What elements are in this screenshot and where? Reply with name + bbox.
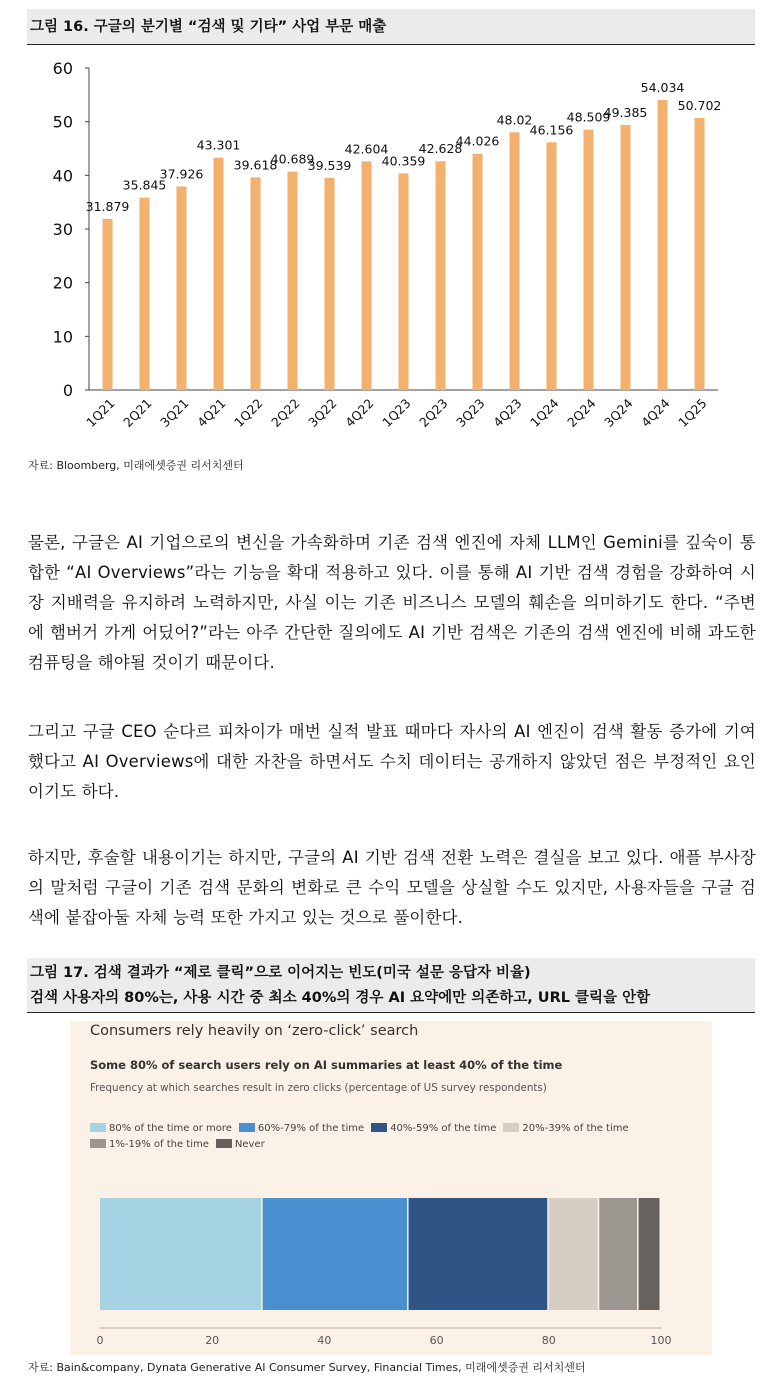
panel-subtitle: Some 80% of search users rely on AI summaries at least 40% of the time bbox=[90, 1058, 563, 1072]
paragraph-2: 그리고 구글 CEO 순다르 피차이가 매번 실적 발표 때마다 자사의 AI 엔진이 검색 활동 증가에 기여했다고 AI Overviews에 대한 자찬을 하면서도 수치 데이터는 공개하지 않았던 점은 부정적인 요인이기도 하다. bbox=[28, 722, 756, 801]
legend-swatch bbox=[216, 1139, 232, 1148]
x-tick-label: 4Q21 bbox=[194, 395, 229, 430]
bar-value-label: 39.539 bbox=[307, 157, 352, 173]
bar-value-label: 42.604 bbox=[344, 141, 389, 157]
figure-16-source: 자료: Bloomberg, 미래에셋증권 리서치센터 bbox=[28, 459, 244, 472]
bar-value-label: 48.02 bbox=[496, 112, 533, 128]
y-tick-label: 30 bbox=[52, 220, 73, 239]
legend-swatch bbox=[90, 1123, 106, 1132]
bar bbox=[621, 125, 631, 390]
bar-value-label: 40.689 bbox=[270, 151, 315, 167]
panel-description: Frequency at which searches result in zero clicks (percentage of US survey respondents) bbox=[90, 1082, 547, 1094]
legend-label: 40%-59% of the time bbox=[390, 1123, 497, 1134]
stacked-bar-segment bbox=[599, 1198, 637, 1310]
bar bbox=[177, 186, 187, 390]
bar-value-label: 40.359 bbox=[381, 153, 426, 169]
bar bbox=[288, 172, 298, 390]
legend-swatch bbox=[503, 1123, 519, 1132]
x-tick-label: 4Q23 bbox=[490, 395, 525, 430]
bar bbox=[658, 100, 668, 390]
bar-value-label: 43.301 bbox=[196, 137, 241, 153]
x-tick-label: 3Q23 bbox=[453, 395, 488, 430]
figure-17-title-line-1: 그림 17. 검색 결과가 “제로 클릭”으로 이어지는 빈도(미국 설문 응답자 비율) bbox=[30, 965, 531, 981]
y-tick-label: 20 bbox=[52, 273, 73, 293]
legend-item bbox=[216, 1137, 265, 1153]
x-tick-label: 4Q24 bbox=[638, 395, 673, 430]
legend-swatch bbox=[239, 1123, 255, 1132]
legend-label: 60%-79% of the time bbox=[257, 1123, 365, 1134]
bar bbox=[473, 154, 483, 390]
x-tick-label: 1Q21 bbox=[83, 395, 118, 430]
bar-value-label: 48.509 bbox=[566, 109, 611, 125]
legend-item bbox=[90, 1121, 232, 1137]
figure-17-source: 자료: Bain&company, Dynata Generative AI Consumer Survey, Financial Times, 미래에셋증권 리서치센터 bbox=[28, 1361, 586, 1374]
legend-label: 80% of the time or more bbox=[109, 1123, 232, 1134]
stacked-bar-segment bbox=[549, 1198, 598, 1310]
x-tick-label: 2Q22 bbox=[268, 395, 303, 430]
legend-item bbox=[239, 1121, 364, 1137]
legend-swatch bbox=[90, 1139, 106, 1148]
bar-value-label: 44.026 bbox=[455, 133, 500, 149]
bar bbox=[103, 219, 113, 390]
y-tick-label: 60 bbox=[52, 59, 73, 78]
bar bbox=[214, 158, 224, 390]
bar-value-label: 54.034 bbox=[640, 80, 685, 96]
bar bbox=[325, 178, 335, 390]
legend-label: Never bbox=[234, 1139, 265, 1150]
legend-swatch bbox=[371, 1123, 387, 1132]
legend-item bbox=[503, 1121, 628, 1137]
bar bbox=[695, 118, 705, 390]
bar bbox=[436, 161, 446, 390]
bar-value-label: 46.156 bbox=[529, 122, 574, 138]
x-tick-label: 2Q21 bbox=[120, 395, 155, 430]
figure-17-title bbox=[27, 958, 755, 1013]
bar bbox=[584, 130, 594, 390]
legend-item bbox=[371, 1121, 496, 1137]
y-tick-label: 10 bbox=[52, 327, 73, 347]
stacked-bar-legend bbox=[90, 1121, 690, 1153]
bar bbox=[251, 177, 261, 390]
stacked-bar-segment bbox=[409, 1198, 548, 1310]
bar-value-label: 49.385 bbox=[603, 104, 648, 120]
bar bbox=[547, 142, 557, 390]
y-tick-label: 40 bbox=[52, 166, 73, 186]
paragraph-1: 물론, 구글은 AI 기업으로의 변신을 가속화하며 기존 검색 엔진에 자체 LLM인 Gemini를 깊숙이 통합한 “AI Overviews”라는 기능을 확대 적용하고 있다. 이를 통해 AI 기반 검색 경험을 강화하여 시장 지배력을 유지하려 노력하지만, 사실 이는 기존 비즈니스 모델의 훼손을 의미하기도 한다. “주변에 햄버거 가게 어딨어?”라는 아주 간단한 질의에도 AI 기반 검색은 기존의 검색 엔진에 비해 과도한 컴퓨팅을 해야될 것이기 때문이다. bbox=[28, 533, 756, 672]
bar bbox=[510, 132, 520, 390]
panel-title: Consumers rely heavily on ‘zero-click’ search bbox=[90, 1023, 419, 1039]
figure-16-title bbox=[27, 9, 755, 45]
figure-17-stacked-bar-chart bbox=[70, 1181, 712, 1355]
bar-value-label: 31.879 bbox=[85, 198, 130, 214]
x-tick-label: 40 bbox=[317, 1334, 332, 1347]
x-tick-label: 60 bbox=[429, 1334, 444, 1347]
bar-value-label: 35.845 bbox=[122, 177, 167, 193]
stacked-bar-segment bbox=[639, 1198, 660, 1310]
figure-16-title-text: 그림 16. 구글의 분기별 “검색 및 기타” 사업 부문 매출 bbox=[30, 19, 387, 35]
stacked-bar-segment bbox=[100, 1198, 261, 1310]
x-tick-label: 2Q23 bbox=[416, 395, 451, 430]
bar-value-label: 42.628 bbox=[418, 141, 463, 157]
x-tick-label: 1Q24 bbox=[527, 395, 562, 430]
legend-label: 1%-19% of the time bbox=[109, 1139, 209, 1150]
bar bbox=[399, 173, 409, 390]
x-tick-label: 1Q22 bbox=[231, 395, 266, 430]
figure-16-bar-chart bbox=[28, 52, 728, 452]
x-tick-label: 80 bbox=[541, 1334, 556, 1347]
bar-value-label: 50.702 bbox=[677, 97, 722, 113]
stacked-bar-segment bbox=[263, 1198, 407, 1310]
bar-value-label: 39.618 bbox=[233, 157, 278, 173]
x-tick-label: 100 bbox=[650, 1334, 672, 1347]
x-tick-label: 4Q22 bbox=[342, 395, 377, 430]
x-tick-label: 2Q24 bbox=[564, 395, 599, 430]
legend-label: 20%-39% of the time bbox=[522, 1123, 629, 1134]
figure-17-title-line-2: 검색 사용자의 80%는, 사용 시간 중 최소 40%의 경우 AI 요약에만 의존하고, URL 클릭을 안함 bbox=[30, 990, 651, 1006]
bar bbox=[362, 161, 372, 390]
paragraph-3: 하지만, 후술할 내용이기는 하지만, 구글의 AI 기반 검색 전환 노력은 결실을 보고 있다. 애플 부사장의 말처럼 구글이 기존 검색 문화의 변화로 큰 수익 모델을 상실할 수도 있지만, 사용자들을 구글 검색에 붙잡아둘 자체 능력 또한 가지고 있는 것으로 풀이한다. bbox=[28, 848, 756, 927]
x-tick-label: 1Q25 bbox=[675, 395, 710, 430]
x-tick-label: 0 bbox=[96, 1334, 104, 1347]
x-tick-label: 3Q21 bbox=[157, 395, 192, 430]
x-tick-label: 3Q24 bbox=[601, 395, 636, 430]
x-tick-label: 20 bbox=[205, 1334, 220, 1347]
bar-value-label: 37.926 bbox=[159, 166, 204, 182]
y-tick-label: 0 bbox=[62, 381, 73, 400]
y-tick-label: 50 bbox=[52, 112, 73, 132]
figure-17-panel bbox=[70, 1021, 712, 1355]
x-tick-label: 3Q22 bbox=[305, 395, 340, 430]
bar bbox=[140, 198, 150, 390]
x-tick-label: 1Q23 bbox=[379, 395, 414, 430]
legend-item bbox=[90, 1137, 209, 1153]
